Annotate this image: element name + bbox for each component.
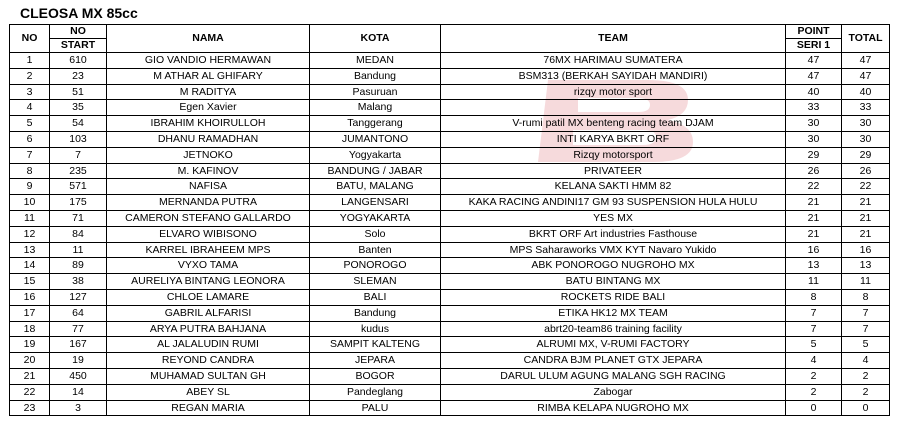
table-row [10,305,890,321]
cell-team: DARUL ULUM AGUNG MALANG SGH RACING [441,368,786,384]
cell-no: 18 [10,321,50,337]
cell-no: 13 [10,242,50,258]
cell-team: KELANA SAKTI HMM 82 [441,179,786,195]
cell-point: 11 [786,274,842,290]
table-row [10,163,890,179]
cell-team: CANDRA BJM PLANET GTX JEPARA [441,353,786,369]
cell-nama: CAMERON STEFANO GALLARDO [107,210,310,226]
cell-kota: JUMANTONO [310,131,441,147]
table-row [10,210,890,226]
cell-kota: MEDAN [310,53,441,69]
cell-kota: Pasuruan [310,84,441,100]
cell-total: 26 [842,163,890,179]
cell-no: 16 [10,289,50,305]
cell-point: 21 [786,210,842,226]
cell-nama: AL JALALUDIN RUMI [107,337,310,353]
cell-team: BATU BINTANG MX [441,274,786,290]
cell-kota: YOGYAKARTA [310,210,441,226]
cell-team [441,100,786,116]
cell-start: 23 [50,68,107,84]
cell-start: 235 [50,163,107,179]
cell-team: BKRT ORF Art industries Fasthouse [441,226,786,242]
cell-start: 450 [50,368,107,384]
cell-start: 167 [50,337,107,353]
cell-total: 29 [842,147,890,163]
cell-nama: IBRAHIM KHOIRULLOH [107,116,310,132]
cell-point: 30 [786,131,842,147]
cell-no: 1 [10,53,50,69]
cell-start: 127 [50,289,107,305]
cell-team: ABK PONOROGO NUGROHO MX [441,258,786,274]
cell-start: 54 [50,116,107,132]
cell-team: abrt20-team86 training facility [441,321,786,337]
cell-start: 7 [50,147,107,163]
cell-point: 2 [786,368,842,384]
cell-team: ETIKA HK12 MX TEAM [441,305,786,321]
table-row [10,116,890,132]
table-row [10,242,890,258]
header-total: TOTAL [842,25,890,53]
cell-nama: KARREL IBRAHEEM MPS [107,242,310,258]
cell-team: KAKA RACING ANDINI17 GM 93 SUSPENSION HULA HULU [441,195,786,211]
cell-point: 30 [786,116,842,132]
table-row [10,337,890,353]
table-row [10,100,890,116]
cell-point: 29 [786,147,842,163]
cell-total: 13 [842,258,890,274]
cell-no: 12 [10,226,50,242]
cell-nama: ELVARO WIBISONO [107,226,310,242]
cell-point: 2 [786,384,842,400]
cell-no: 19 [10,337,50,353]
table-row [10,258,890,274]
cell-total: 30 [842,116,890,132]
cell-team: rizqy motor sport [441,84,786,100]
cell-total: 8 [842,289,890,305]
cell-no: 20 [10,353,50,369]
cell-total: 21 [842,210,890,226]
cell-nama: ABEY SL [107,384,310,400]
cell-team: 76MX HARIMAU SUMATERA [441,53,786,69]
cell-no: 11 [10,210,50,226]
table-row [10,147,890,163]
cell-start: 89 [50,258,107,274]
cell-nama: GIO VANDIO HERMAWAN [107,53,310,69]
cell-total: 22 [842,179,890,195]
cell-start: 77 [50,321,107,337]
cell-start: 71 [50,210,107,226]
cell-team: Zabogar [441,384,786,400]
cell-kota: BOGOR [310,368,441,384]
cell-nama: MUHAMAD SULTAN GH [107,368,310,384]
cell-nama: M ATHAR AL GHIFARY [107,68,310,84]
cell-no: 5 [10,116,50,132]
cell-nama: REGAN MARIA [107,400,310,416]
cell-no: 4 [10,100,50,116]
cell-nama: MERNANDA PUTRA [107,195,310,211]
cell-kota: Tanggerang [310,116,441,132]
cell-kota: SLEMAN [310,274,441,290]
cell-no: 2 [10,68,50,84]
cell-total: 5 [842,337,890,353]
table-row [10,353,890,369]
header-kota: KOTA [310,25,441,53]
cell-start: 610 [50,53,107,69]
cell-kota: Banten [310,242,441,258]
cell-team: MPS Saharaworks VMX KYT Navaro Yukido [441,242,786,258]
table-row [10,68,890,84]
cell-point: 8 [786,289,842,305]
cell-kota: Yogyakarta [310,147,441,163]
cell-kota: SAMPIT KALTENG [310,337,441,353]
cell-kota: Pandeglang [310,384,441,400]
cell-kota: LANGENSARI [310,195,441,211]
cell-start: 571 [50,179,107,195]
cell-team: BSM313 (BERKAH SAYIDAH MANDIRI) [441,68,786,84]
table-row [10,195,890,211]
table-row [10,321,890,337]
table-row [10,400,890,416]
cell-start: 64 [50,305,107,321]
cell-total: 16 [842,242,890,258]
cell-point: 47 [786,53,842,69]
cell-no: 7 [10,147,50,163]
cell-nama: NAFISA [107,179,310,195]
cell-nama: VYXO TAMA [107,258,310,274]
cell-no: 23 [10,400,50,416]
cell-nama: M. KAFINOV [107,163,310,179]
header-no-start-bottom: START [50,39,107,53]
cell-point: 7 [786,321,842,337]
cell-point: 26 [786,163,842,179]
cell-kota: Bandung [310,68,441,84]
cell-no: 9 [10,179,50,195]
cell-kota: Solo [310,226,441,242]
cell-nama: CHLOE LAMARE [107,289,310,305]
cell-point: 40 [786,84,842,100]
cell-total: 2 [842,368,890,384]
cell-team: ROCKETS RIDE BALI [441,289,786,305]
cell-kota: BALI [310,289,441,305]
cell-start: 14 [50,384,107,400]
cell-kota: kudus [310,321,441,337]
cell-no: 15 [10,274,50,290]
cell-total: 40 [842,84,890,100]
cell-no: 10 [10,195,50,211]
cell-no: 8 [10,163,50,179]
cell-team: RIMBA KELAPA NUGROHO MX [441,400,786,416]
cell-total: 4 [842,353,890,369]
cell-nama: DHANU RAMADHAN [107,131,310,147]
cell-start: 38 [50,274,107,290]
cell-start: 35 [50,100,107,116]
table-row [10,289,890,305]
cell-total: 21 [842,195,890,211]
header-team: TEAM [441,25,786,53]
cell-start: 103 [50,131,107,147]
cell-point: 16 [786,242,842,258]
cell-point: 5 [786,337,842,353]
cell-nama: ARYA PUTRA BAHJANA [107,321,310,337]
cell-nama: GABRIL ALFARISI [107,305,310,321]
cell-team: ALRUMI MX, V-RUMI FACTORY [441,337,786,353]
cell-no: 21 [10,368,50,384]
cell-point: 22 [786,179,842,195]
cell-start: 175 [50,195,107,211]
page-title: CLEOSA MX 85cc [20,5,138,21]
table-row [10,53,890,69]
cell-start: 3 [50,400,107,416]
header-no-start-top: NO [50,25,107,39]
results-table [9,24,890,416]
cell-point: 21 [786,195,842,211]
cell-team: YES MX [441,210,786,226]
cell-point: 0 [786,400,842,416]
header-point-top: POINT [786,25,842,39]
cell-kota: BATU, MALANG [310,179,441,195]
cell-point: 7 [786,305,842,321]
cell-nama: REYOND CANDRA [107,353,310,369]
cell-kota: JEPARA [310,353,441,369]
cell-total: 7 [842,305,890,321]
header-point-bottom: SERI 1 [786,39,842,53]
cell-total: 2 [842,384,890,400]
cell-nama: M RADITYA [107,84,310,100]
cell-total: 0 [842,400,890,416]
table-row [10,226,890,242]
cell-no: 6 [10,131,50,147]
cell-total: 47 [842,68,890,84]
cell-start: 51 [50,84,107,100]
cell-start: 84 [50,226,107,242]
cell-team: Rizqy motorsport [441,147,786,163]
cell-team: V-rumi patil MX benteng racing team DJAM [441,116,786,132]
cell-kota: PONOROGO [310,258,441,274]
cell-point: 21 [786,226,842,242]
cell-nama: JETNOKO [107,147,310,163]
cell-nama: Egen Xavier [107,100,310,116]
cell-no: 17 [10,305,50,321]
cell-start: 19 [50,353,107,369]
cell-total: 21 [842,226,890,242]
table-row [10,368,890,384]
cell-kota: Bandung [310,305,441,321]
table-row [10,179,890,195]
table-row [10,274,890,290]
header-no: NO [10,25,50,53]
cell-kota: Malang [310,100,441,116]
cell-start: 11 [50,242,107,258]
table-row [10,384,890,400]
cell-total: 33 [842,100,890,116]
cell-kota: BANDUNG / JABAR [310,163,441,179]
cell-team: PRIVATEER [441,163,786,179]
cell-no: 22 [10,384,50,400]
cell-total: 47 [842,53,890,69]
cell-team: INTI KARYA BKRT ORF [441,131,786,147]
cell-point: 33 [786,100,842,116]
cell-no: 3 [10,84,50,100]
table-row [10,131,890,147]
header-nama: NAMA [107,25,310,53]
cell-total: 7 [842,321,890,337]
cell-kota: PALU [310,400,441,416]
cell-point: 4 [786,353,842,369]
cell-no: 14 [10,258,50,274]
cell-total: 30 [842,131,890,147]
cell-nama: AURELIYA BINTANG LEONORA [107,274,310,290]
cell-total: 11 [842,274,890,290]
table-row [10,84,890,100]
cell-point: 13 [786,258,842,274]
cell-point: 47 [786,68,842,84]
